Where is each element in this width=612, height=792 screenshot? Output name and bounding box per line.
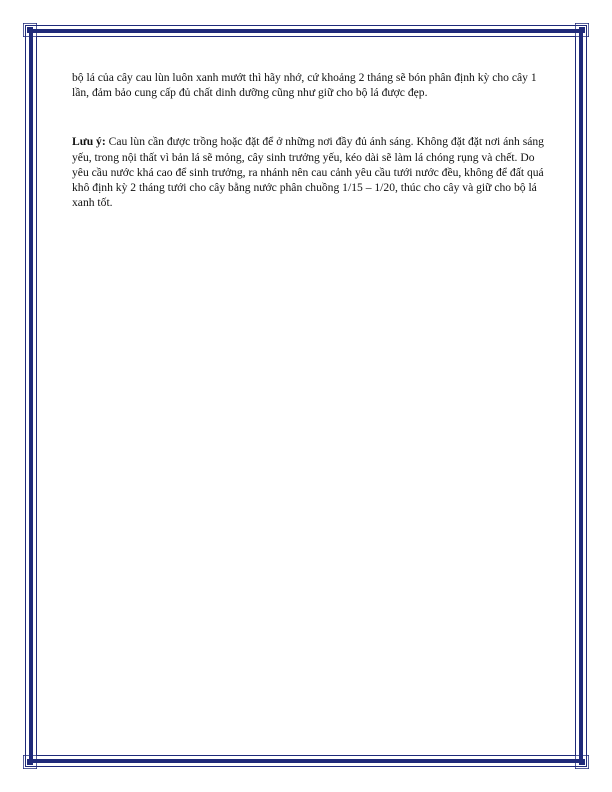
paragraph-fertilizing <box>72 70 544 100</box>
corner-ornament-icon <box>23 23 37 37</box>
paragraph-text: Cau lùn cần được trồng hoặc đặt để ở những nơi đầy đủ ánh sáng. Không đặt đặt nơi ánh sáng yếu, trong nội thất vì bản lá sẽ mỏng, cây sinh trưởng yếu, kéo dài sẽ làm lá chóng rụng và chết. Do yêu cầu nước khá cao để sinh trưởng, ra nhánh nên cau cảnh yêu cầu tưới nước đều, không để đất quá khô định kỳ 2 tháng tưới cho cây bằng nước phân chuồng 1/15 – 1/20, thúc cho cây và giữ cho bộ lá xanh tốt. <box>72 135 544 210</box>
corner-ornament-icon <box>23 755 37 769</box>
paragraph-text: bộ lá của cây cau lùn luôn xanh mướt thì hãy nhớ, cứ khoảng 2 tháng sẽ bón phân định kỳ cho cây 1 lần, đảm bảo cung cấp đủ chất dinh dưỡng cũng như giữ cho bộ lá được đẹp. <box>72 71 537 100</box>
corner-ornament-icon <box>575 23 589 37</box>
corner-ornament-icon <box>575 755 589 769</box>
document-body <box>72 70 544 210</box>
note-label: Lưu ý: <box>72 135 106 149</box>
paragraph-note <box>72 134 544 210</box>
